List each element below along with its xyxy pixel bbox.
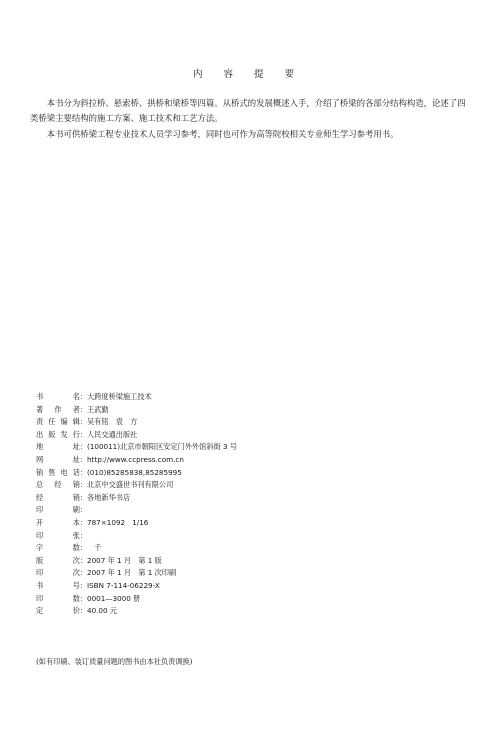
info-row-printer <box>36 504 456 517</box>
info-value: 北京中交盛世书刊有限公司 <box>87 480 174 490</box>
info-row-author <box>36 404 456 417</box>
info-separator: ： <box>80 568 88 578</box>
info-label: 印数 <box>36 593 80 603</box>
info-separator: ： <box>80 454 88 464</box>
quality-note: (如有印刷、装订质量问题的图书由本社负责调换) <box>36 657 193 666</box>
info-label: 书号 <box>36 580 80 590</box>
info-separator: ： <box>80 467 88 477</box>
info-separator: ： <box>80 429 88 439</box>
info-row-printrun <box>36 593 456 606</box>
info-value: ISBN 7-114-06229-X <box>87 580 160 590</box>
info-row-website <box>36 454 456 467</box>
info-label: 网址 <box>36 454 80 464</box>
info-label: 开本 <box>36 517 80 527</box>
info-value: 0001—3000 册 <box>87 593 141 603</box>
info-label: 地址 <box>36 442 80 452</box>
info-separator: ： <box>80 505 88 515</box>
info-separator: ： <box>80 555 88 565</box>
info-value: 40.00 元 <box>87 606 118 616</box>
info-value: 2007 年 1 月 第 1 版 <box>87 555 162 565</box>
info-separator: ： <box>80 392 88 401</box>
info-value: 各地新华书店 <box>87 492 131 502</box>
info-label: 总经销 <box>36 480 80 490</box>
info-separator: ： <box>80 606 88 616</box>
info-value: 王武勤 <box>87 404 109 414</box>
info-value: 2007 年 1 月 第 1 次印刷 <box>87 568 177 578</box>
info-row-edition <box>36 555 456 568</box>
info-label: 出版发行 <box>36 429 80 439</box>
info-label: 印刷 <box>36 505 80 515</box>
info-value: 吴有铭 袁 方 <box>87 417 138 427</box>
info-row-publisher <box>36 429 456 442</box>
info-separator: ： <box>80 517 88 527</box>
page-title: 内 容 提 要 <box>192 69 304 80</box>
info-separator: ： <box>80 417 88 427</box>
info-row-title <box>36 391 456 404</box>
info-row-phone <box>36 467 456 480</box>
info-row-distributor <box>36 479 456 492</box>
info-separator: ： <box>80 442 88 452</box>
info-row-wordcount <box>36 542 456 555</box>
info-label: 销售电话 <box>36 467 80 477</box>
info-label: 书名 <box>36 392 80 401</box>
info-separator: ： <box>80 480 88 490</box>
info-value: (100011)北京市朝阳区安定门外外馆斜街 3 号 <box>87 442 238 452</box>
info-label: 印次 <box>36 568 80 578</box>
info-separator: ： <box>80 530 88 540</box>
info-label: 著作者 <box>36 404 80 414</box>
info-row-impression <box>36 567 456 580</box>
info-row-price <box>36 605 456 618</box>
info-separator: ： <box>80 492 88 502</box>
summary-paragraph: 本书可供桥梁工程专业技术人员学习参考，同时也可作为高等院校相关专业师生学习参考用书。 <box>46 129 399 139</box>
info-separator: ： <box>80 593 88 603</box>
info-label: 责任编辑 <box>36 417 80 427</box>
info-label: 印张 <box>36 530 80 540</box>
info-separator: ： <box>80 404 88 414</box>
info-value: 787×1092 1/16 <box>87 517 149 527</box>
publication-info <box>36 391 456 618</box>
summary-paragraph: 本书分为斜拉桥、悬索桥、拱桥和梁桥等四篇。从桥式的发展概述入手，介绍了桥梁的各部分结构构造，论述了四类桥梁主要结构的施工方案、施工技术和工艺方法。 <box>30 98 466 123</box>
info-label: 版次 <box>36 555 80 565</box>
info-row-retailer <box>36 492 456 505</box>
info-row-sheets <box>36 530 456 543</box>
info-value: 人民交通出版社 <box>87 429 138 439</box>
info-row-editor <box>36 416 456 429</box>
info-row-isbn <box>36 580 456 593</box>
info-value: 大跨度桥梁施工技术 <box>87 392 152 401</box>
info-label: 字数 <box>36 543 80 553</box>
info-separator: ： <box>80 543 88 553</box>
summary-section <box>30 96 466 143</box>
info-row-address <box>36 441 456 454</box>
info-value: 千 <box>87 543 102 553</box>
info-value: http://www.ccpress.com.cn <box>87 454 184 464</box>
info-row-format <box>36 517 456 530</box>
info-label: 定价 <box>36 606 80 616</box>
info-separator: ： <box>80 580 88 590</box>
info-value: (010)85285838,85285995 <box>87 467 182 477</box>
info-label: 经销 <box>36 492 80 502</box>
